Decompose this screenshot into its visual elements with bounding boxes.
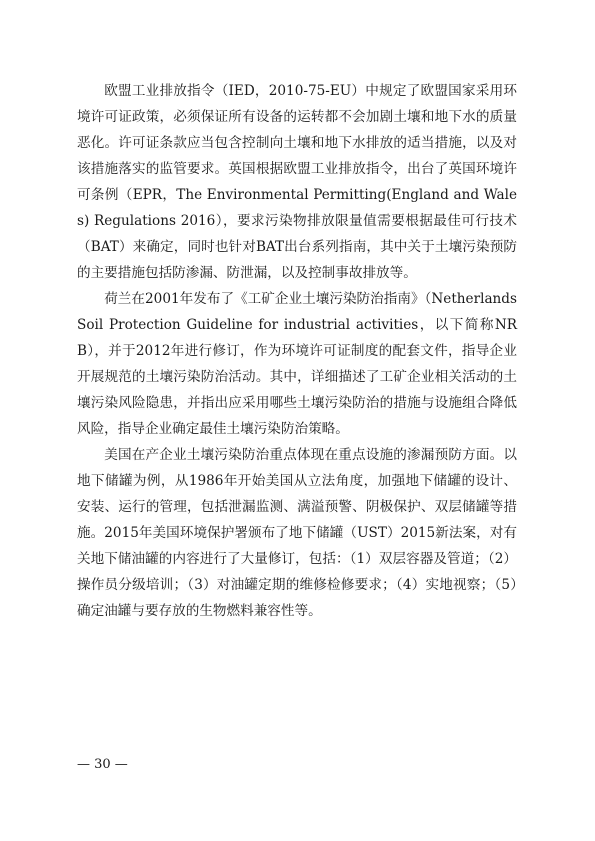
paragraph-us-ust: 美国在产企业土壤污染防治重点体现在重点设施的渗漏预防方面。以地下储罐为例，从1986年开始美国从立法角度，加强地下储罐的设计、安装、运行的管理，包括泄漏监测、满溢预警、阴极保护、双层储罐等措施。2015年美国环境保护署颁布了地下储罐（UST）2015新法案，对有关地下储油罐的内容进行了大量修订，包括：（1）双层容器及管道；（2）操作员分级培训；（3）对油罐定期的维修检修要求；（4）实地视察；（5）确定油罐与要存放的生物燃料兼容性等。 — [77, 447, 517, 619]
page-number: — 30 — — [77, 757, 128, 772]
paragraph-eu-ied: 欧盟工业排放指令（IED，2010-75-EU）中规定了欧盟国家采用环境许可证政策，必须保证所有设备的运转都不会加剧土壤和地下水的质量恶化。许可证条款应当包含控制向土壤和地下水排放的适当措施，以及对该措施落实的监管要求。英国根据欧盟工业排放指令，出台了英国环境许可条例（EPR，The Environmental Permitting(England and Wales) Regulations 2016），要求污染物排放限量值需要根据最佳可行技术（BAT）来确定，同时也针对BAT出台系列指南，其中关于土壤污染预防的主要措施包括防渗漏、防泄漏，以及控制事故排放等。 — [77, 83, 517, 281]
document-body — [77, 78, 517, 624]
paragraph-netherlands-nrb: 荷兰在2001年发布了《工矿企业土壤污染防治指南》（Netherlands Soil Protection Guideline for industrial activities，以下简称NRB），并于2012年进行修订，作为环境许可证制度的配套文件，指导企业开展规范的土壤污染防治活动。其中，详细描述了工矿企业相关活动的土壤污染风险隐患，并指出应采用哪些土壤污染防治的措施与设施组合降低风险，指导企业确定最佳土壤污染防治策略。 — [77, 291, 517, 437]
